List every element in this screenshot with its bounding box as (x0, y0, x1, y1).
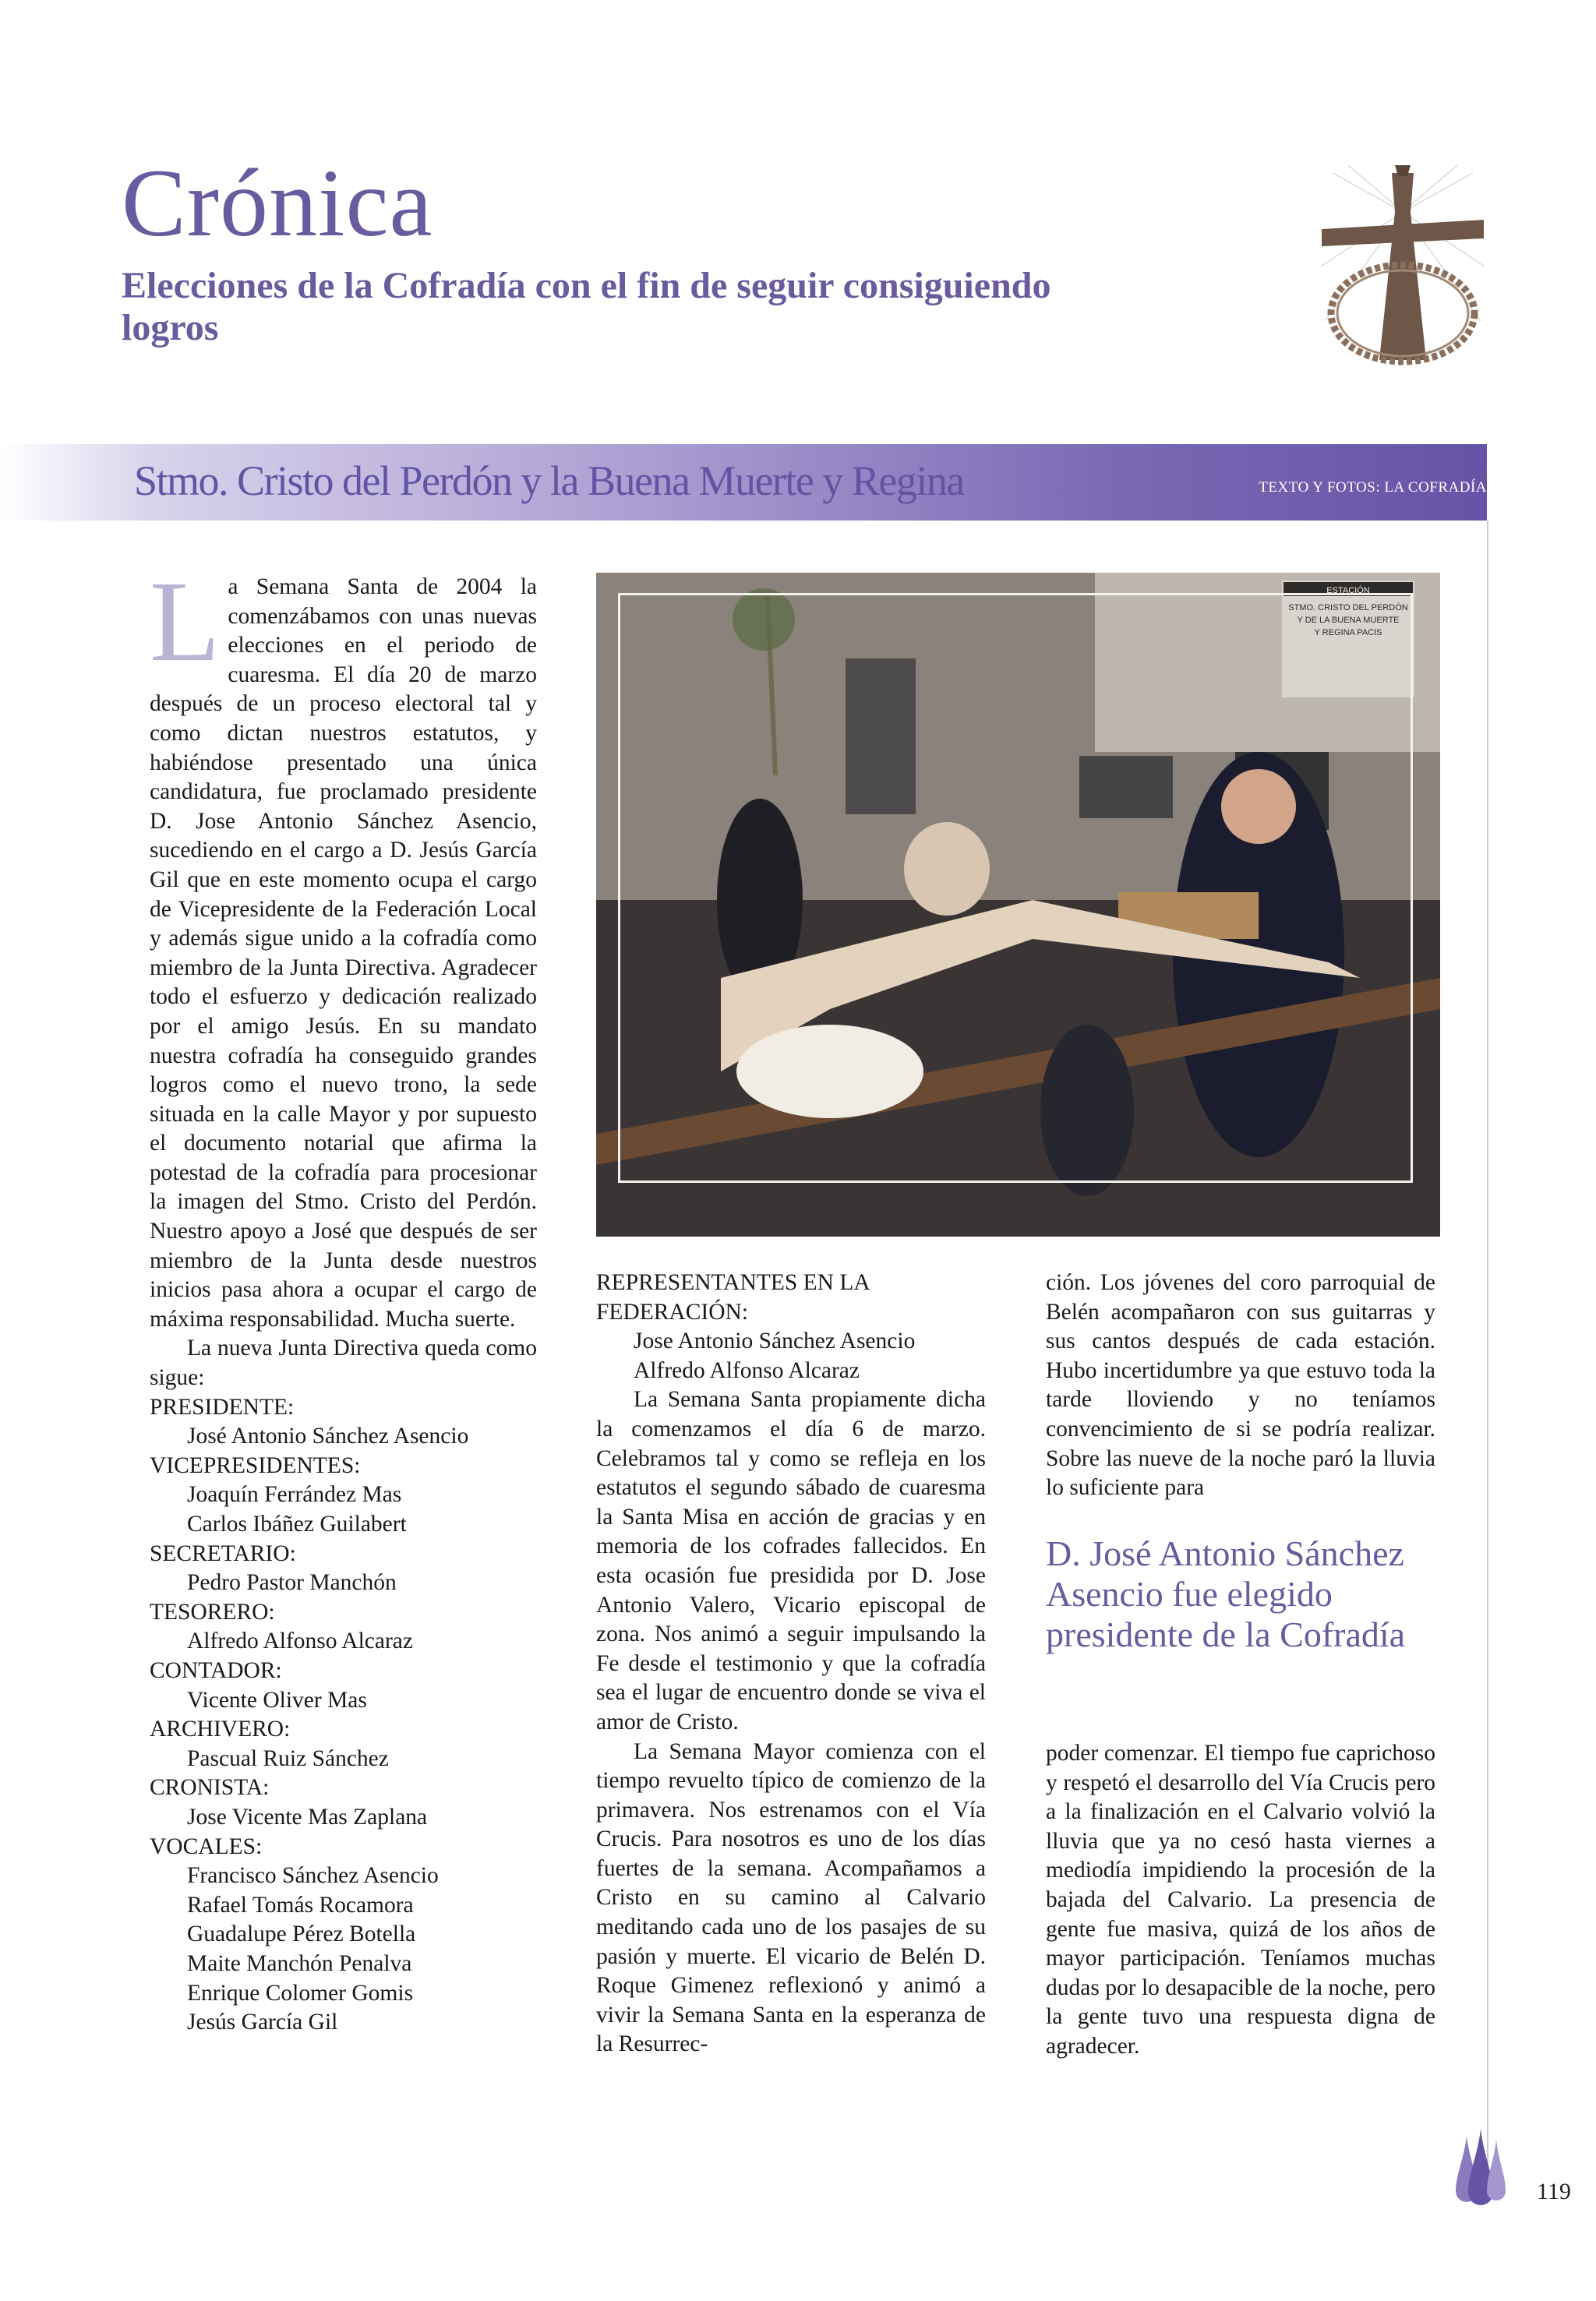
junta-name: José Antonio Sánchez Asencio (187, 1424, 469, 1449)
cross-crown-emblem-icon (1317, 165, 1488, 376)
paragraph-semana-mayor: La Semana Mayor comienza con el tiempo revuelto típico de comienzo de la primavera. Nos estrenamos con el Vía Crucis. Para nosotros es uno de los días fuertes de la semana. Acompañamos a Cristo en su camino al Calvario meditando cada uno de los pasajes de su pasión y muerte. El vicario de Belén D. Roque Gimenez reflexionó y animó a vivir la Semana Santa en la esperanza de la Resurrec- (596, 1738, 986, 2057)
drops-ornament-icon (1449, 2129, 1512, 2215)
article-column-2 (596, 1269, 986, 2059)
junta-role: CONTADOR: (150, 1657, 282, 1683)
photo-sign-line: Y REGINA PACIS (1314, 628, 1382, 637)
banner-title: Stmo. Cristo del Perdón y la Buena Muerte y Regina (134, 457, 964, 504)
junta-name: Jesús García Gil (187, 2010, 338, 2035)
article-column-3 (1046, 1269, 1435, 1503)
article-column-1 (150, 558, 537, 2038)
junta-name: Pedro Pastor Manchón (187, 1570, 397, 1596)
junta-intro: La nueva Junta Directiva queda como sigue: (150, 1336, 537, 1391)
junta-name: Joaquín Ferrández Mas (187, 1482, 402, 1508)
intro-paragraph (150, 558, 537, 1334)
procession-photo (596, 573, 1440, 1237)
junta-name: Enrique Colomer Gomis (187, 1980, 414, 2006)
dropcap: L (150, 558, 221, 686)
page-number: 119 (1537, 2179, 1571, 2204)
paragraph-lluvia: poder comenzar. El tiempo fue caprichoso y respetó el desarrollo del Vía Crucis pero a la finalización en el Calvario volvió la lluvia que ya no cesó hasta viernes a mediodía impidiendo la procesión de la bajada del Calvario. La presencia de gente fue masiva, quizá de los años de mayor participación. Teníamos muchas dudas por lo desapacible de la noche, pero la gente tuvo una respuesta digna de agradecer. (1046, 1741, 1435, 2059)
pull-quote: D. José Antonio Sánchez Asencio fue elegido presidente de la Cofradía (1046, 1533, 1406, 1654)
photo-sign-line: Y DE LA BUENA MUERTE (1297, 616, 1400, 625)
page-title: Crónica (122, 150, 433, 256)
junta-role: TESORERO: (150, 1599, 275, 1625)
junta-name: Vicente Oliver Mas (187, 1687, 367, 1713)
paragraph-via-crucis-continued: ción. Los jóvenes del coro parroquial de Belén acompañaron con sus guitarras y sus cantos después de cada estación. Hubo incertidumbre ya que estuvo toda la tarde lloviendo y no teníamos convencimiento de si se podría realizar. Sobre las nueve de la noche paró la lluvia lo suficiente para (1046, 1270, 1435, 1501)
junta-name: Rafael Tomás Rocamora (187, 1892, 414, 1918)
federacion-name: Jose Antonio Sánchez Asencio (634, 1329, 916, 1354)
junta-role: CRONISTA: (150, 1775, 270, 1801)
federacion-role: REPRESENTANTES EN LA FEDERACIÓN: (596, 1270, 870, 1325)
junta-role: PRESIDENTE: (150, 1394, 295, 1420)
junta-name: Alfredo Alfonso Alcaraz (187, 1629, 413, 1654)
paragraph-misa: La Semana Santa propiamente dicha la comenzamos el día 6 de marzo. Celebramos tal y como se refleja en los estatutos el segundo sábado de cuaresma la Santa Misa en acción de gracias y en memoria de los cofrades fallecidos. En esta ocasión fue presidida por D. Jose Antonio Valero, Vicario episcopal de zona. Nos animó a seguir impulsando la Fe desde el testimonio y que la cofradía sea el lugar de encuentro donde se viva el amor de Cristo. (596, 1387, 986, 1735)
junta-role: SECRETARIO: (150, 1540, 296, 1566)
photo-inner-frame (618, 593, 1413, 1183)
article-column-3-bottom (1046, 1739, 1435, 2062)
federacion-name: Alfredo Alfonso Alcaraz (634, 1357, 860, 1383)
junta-name: Francisco Sánchez Asencio (187, 1863, 439, 1889)
photo-sign-line: STMO. CRISTO DEL PERDÓN (1288, 603, 1408, 612)
page-divider-line (1487, 521, 1488, 2196)
intro-text: a Semana Santa de 2004 la comenzábamos con unas nuevas elecciones en el periodo de cuaresma. El día 20 de marzo después de un proceso electoral tal y como dictan nuestros estatutos, y habiéndose presentado una única candidatura, fue proclamado presidente D. Jose Antonio Sánchez Asencio, sucediendo en el cargo a D. Jesús García Gil que en este momento ocupa el cargo de Vicepresidente de la Federación Local y además sigue unido a la cofradía como miembro de la Junta Directiva. Agradecer todo el esfuerzo y dedicación realizado por el amigo Jesús. En su mandato nuestra cofradía ha conseguido grandes logros como el nuevo trono, la sede situada en la calle Mayor y por supuesto el documento notarial que afirma la potestad de la cofradía para procesionar la imagen del Stmo. Cristo del Perdón. Nuestro apoyo a José que después de ser miembro de la Junta desde nuestros inicios pasa ahora a ocupar el cargo de máxima responsabilidad. Mucha suerte. (150, 574, 537, 1332)
junta-name: Pascual Ruiz Sánchez (187, 1745, 389, 1771)
page-subtitle: Elecciones de la Cofradía con el fin de seguir consiguiendo logros (122, 265, 1051, 348)
junta-name: Maite Manchón Penalva (187, 1950, 412, 1976)
junta-role: VOCALES: (150, 1833, 263, 1859)
junta-name: Jose Vicente Mas Zaplana (187, 1804, 428, 1830)
junta-name: Guadalupe Pérez Botella (187, 1922, 416, 1947)
junta-list (150, 1393, 537, 2038)
junta-name: Carlos Ibáñez Guilabert (187, 1512, 407, 1537)
photo-sign-line: ESTACIÓN (1326, 586, 1370, 595)
junta-role: VICEPRESIDENTES: (150, 1452, 361, 1478)
junta-role: ARCHIVERO: (150, 1717, 291, 1742)
banner-credit: TEXTO Y FOTOS: LA COFRADÍA (1259, 479, 1487, 496)
